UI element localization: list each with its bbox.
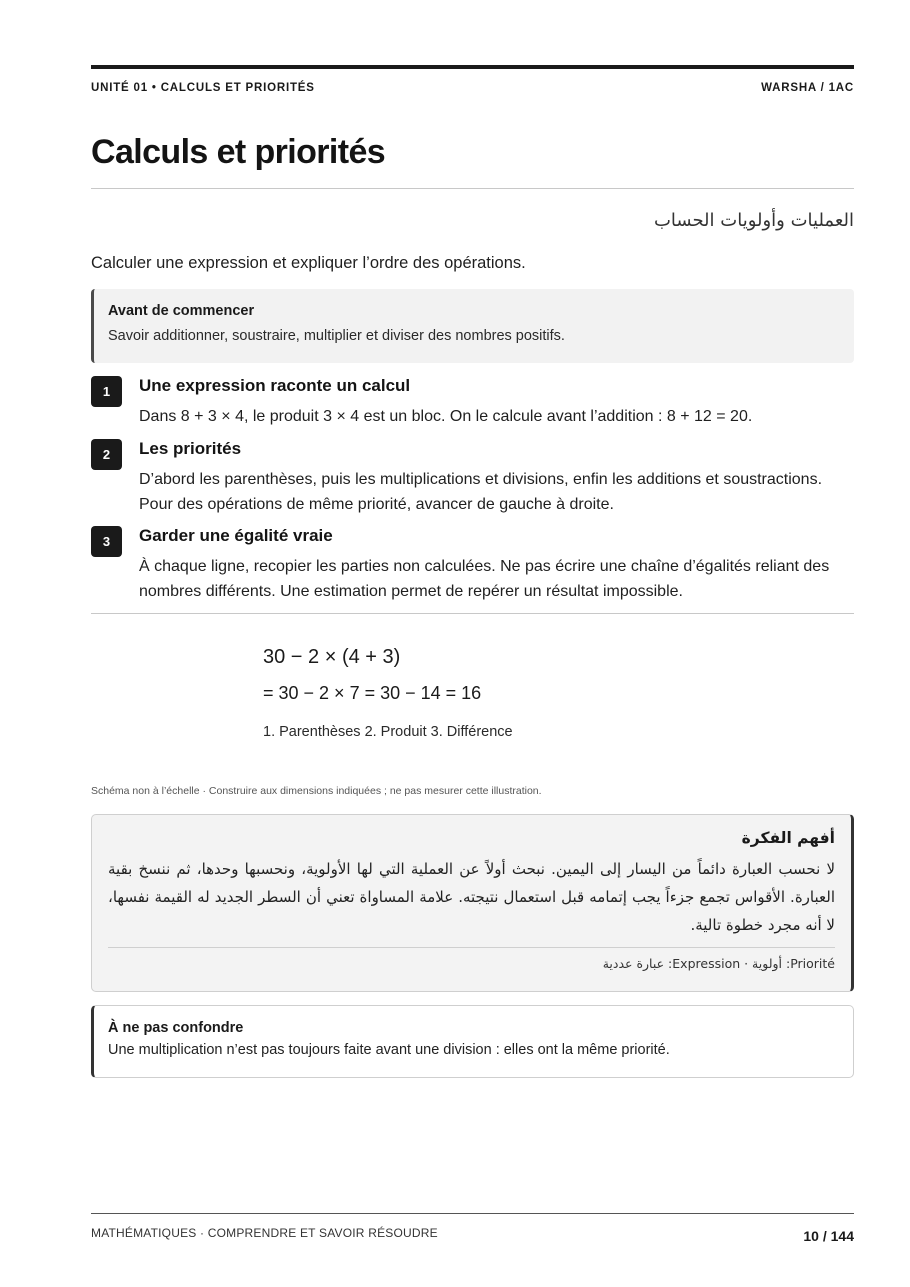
unit-label: UNITÉ 01 • CALCULS ET PRIORITÉS xyxy=(91,82,315,94)
arabic-box-divider xyxy=(108,947,835,948)
title-divider xyxy=(91,188,854,189)
step-number-badge: 2 xyxy=(91,439,122,470)
arabic-explanation-box xyxy=(91,814,854,992)
prerequisite-box xyxy=(91,289,854,363)
warning-box xyxy=(91,1005,854,1078)
page-title: Calculs et priorités xyxy=(91,133,386,171)
step-title: Les priorités xyxy=(139,439,242,458)
step-number-badge: 3 xyxy=(91,526,122,557)
step-number-badge: 1 xyxy=(91,376,122,407)
arabic-box-text: لا نحسب العبارة دائماً من اليسار إلى اليمين. نبحث أولاً عن العملية التي لها الأولوية، ونحسبها وحدها، ثم ننسخ بقية العبارة. الأقواس تجمع جزءاً يجب إتمامه قبل استعمال نتيجته. علامة المساواة تعني أن السطر الجديد له القيمة نفسها، لا أنه مجرد خطوة تالية. xyxy=(108,860,835,934)
header-rule xyxy=(91,65,854,69)
step-title: Une expression raconte un calcul xyxy=(139,376,411,395)
step-text: À chaque ligne, recopier les parties non calculées. Ne pas écrire une chaîne d’égalités reliant des nombres différents. Une estimation permet de repérer un résultat impossible. xyxy=(139,558,830,600)
arabic-subtitle: العمليات وأولويات الحساب xyxy=(653,210,854,231)
brand-label: WARSHA / 1AC xyxy=(761,82,854,94)
example-calculation: = 30 − 2 × 7 = 30 − 14 = 16 xyxy=(263,683,482,703)
arabic-box-title: أفهم الفكرة xyxy=(741,829,835,847)
section-divider xyxy=(91,613,854,614)
footer-rule xyxy=(91,1213,854,1214)
objective-text: Calculer une expression et expliquer l’ordre des opérations. xyxy=(91,254,526,272)
step-text: D’abord les parenthèses, puis les multiplications et divisions, enfin les additions et soustractions. Pour des opérations de même priorité, avancer de gauche à droite. xyxy=(139,471,823,513)
worked-example xyxy=(263,646,513,740)
figure-caption: Schéma non à l’échelle · Construire aux dimensions indiquées ; ne pas mesurer cette illustration. xyxy=(91,785,542,797)
warning-text: Une multiplication n’est pas toujours faite avant une division : elles ont la même priorité. xyxy=(108,1042,670,1058)
page-number: 10 / 144 xyxy=(803,1228,854,1244)
step-title: Garder une égalité vraie xyxy=(139,526,333,545)
step-text: Dans 8 + 3 × 4, le produit 3 × 4 est un bloc. On le calcule avant l’addition : 8 + 12 = 20. xyxy=(139,408,753,425)
glossary-line: Priorité: أولوية · Expression: عبارة عددية xyxy=(602,956,835,971)
warning-title: À ne pas confondre xyxy=(108,1020,244,1036)
prerequisite-text: Savoir additionner, soustraire, multiplier et diviser des nombres positifs. xyxy=(108,328,565,344)
running-header xyxy=(91,82,854,94)
prerequisite-title: Avant de commencer xyxy=(108,303,255,319)
example-expression: 30 − 2 × (4 + 3) xyxy=(263,646,401,668)
document-page xyxy=(91,0,854,1287)
example-order: 1. Parenthèses 2. Produit 3. Différence xyxy=(263,724,513,740)
footer-label: MATHÉMATIQUES · COMPRENDRE ET SAVOIR RÉSOUDRE xyxy=(91,1226,438,1240)
